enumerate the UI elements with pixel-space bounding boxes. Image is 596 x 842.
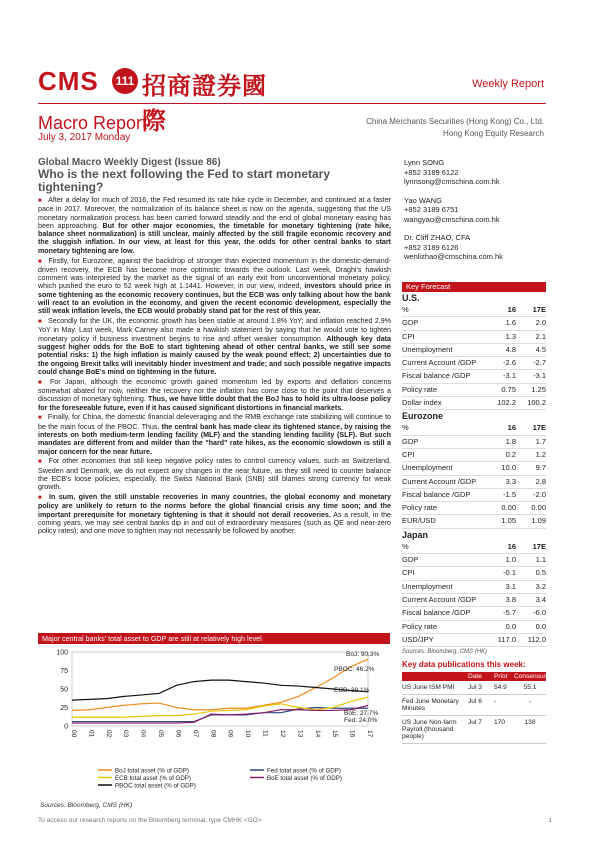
forecast-cell: 2.1: [535, 331, 546, 341]
bullet-icon: ■: [38, 379, 44, 386]
y-tick-label: 25: [60, 705, 68, 712]
forecast-cell: 0.00: [531, 503, 546, 513]
legend-label: Fed total asset (% of GDP): [267, 767, 341, 775]
x-tick-label: 05: [157, 730, 165, 738]
logo-badge: 111: [112, 68, 138, 94]
y-tick-label: 50: [60, 686, 68, 694]
forecast-cell: 0.75: [501, 384, 516, 394]
forecast-header-cell: 16: [507, 305, 516, 314]
forecast-cell: 0.00: [501, 503, 516, 513]
forecast-cell: 2.0: [535, 318, 546, 328]
forecast-cell: -2.6: [503, 358, 516, 368]
key-data-title: Key data publications this week:: [402, 660, 526, 669]
forecast-cell: -6.0: [533, 608, 546, 618]
key-data-cell: -: [528, 698, 532, 705]
forecast-row: [402, 515, 546, 528]
emphasis-text: Although key data suggest higher odds for the BoE to start tightening ahead of other central banks, we still see some potential risks: 1) the high inflation is mainly caused by the weak pound effect; 2) uncertainties due to the ongoing Brexit talks will inevitably hinder investment and trade; and such possible negative impacts could change BoE's mind on tightening in the future.: [38, 334, 391, 376]
series-end-label: PBOC: 46.2%: [334, 666, 375, 673]
key-data-row: [402, 716, 546, 744]
legend-label: ECB total asset (% of GDP): [115, 774, 191, 782]
forecast-cell: 1.25: [531, 384, 546, 394]
series-end-label: BoJ: 90.3%: [346, 651, 380, 658]
y-tick-label: 75: [60, 668, 68, 675]
key-data-cell: 170: [494, 719, 506, 726]
x-tick-label: 08: [209, 730, 217, 738]
forecast-cell: Unemployment: [402, 344, 453, 354]
forecast-cell: 1.2: [535, 449, 546, 459]
forecast-header-row: [402, 304, 546, 317]
forecast-cell: GDP: [402, 318, 419, 328]
forecast-header-cell: 17E: [532, 305, 546, 314]
forecast-cell: 1.0: [505, 555, 516, 565]
analyst-email[interactable]: lynnsong@cmschina.com.hk: [404, 177, 500, 186]
page-number: 1: [548, 817, 552, 824]
legend-label: BoE total asset (% of GDP): [267, 774, 342, 782]
x-tick-label: 12: [278, 730, 286, 738]
forecast-cell: 3.8: [505, 594, 516, 604]
forecast-row: [402, 344, 546, 357]
x-tick-label: 07: [191, 730, 199, 738]
forecast-cell: 4.5: [535, 344, 546, 354]
forecast-cell: 0.5: [535, 568, 546, 578]
series-end-label: ECB: 39.1%: [334, 687, 370, 694]
forecast-cell: EUR/USD: [402, 516, 436, 526]
x-tick-label: 16: [348, 730, 356, 738]
key-data-row: [402, 695, 546, 716]
forecast-cell: 100.2: [527, 398, 546, 408]
forecast-cell: Fiscal balance /GDP: [402, 371, 471, 381]
forecast-cell: 0.2: [505, 449, 516, 459]
bullet-icon: ■: [38, 459, 43, 466]
body-paragraph: [38, 196, 391, 255]
forecast-cell: 102.2: [497, 398, 516, 408]
forecast-cell: Current Account /GDP: [402, 476, 477, 486]
emphasis-text: the central bank has made clear its tightened stance, by raising the interests on both medium-term lending facility (MLF) and the standing lending facility (SLF). But such mandates are different from and milder than the "hard" rate hikes, as the economic slowdown is still a major concern for the near future.: [38, 422, 391, 456]
x-tick-label: 09: [226, 730, 234, 738]
forecast-cell: 10.0: [501, 463, 516, 473]
forecast-cell: -3.1: [533, 371, 546, 381]
forecast-cell: -2.0: [533, 489, 546, 499]
forecast-header-cell: %: [402, 423, 409, 433]
key-forecast-table: [402, 292, 546, 655]
paragraph-text: For other economies that still keep negative policy rates to control currency values, such as Switzerland, Sweden and Denmark, we do not expect any changes in the near future, as they still need to counter balance the ECB's loose policies, especially, the Swiss National Bank (SNB) still blames strong currency for weak growth.: [38, 457, 391, 492]
key-data-cell: Jul 7: [468, 719, 482, 726]
key-data-header-cell: [402, 672, 468, 681]
forecast-cell: 1.05: [501, 516, 516, 526]
forecast-cell: 1.3: [505, 331, 516, 341]
bullet-icon: ■: [38, 258, 43, 265]
forecast-row: [402, 607, 546, 620]
body-paragraph: [38, 317, 391, 376]
x-tick-label: 13: [296, 730, 304, 738]
key-data-cell: Fed June Monetary Minutes: [402, 698, 459, 712]
key-data-header-cell: Prior: [494, 673, 508, 680]
forecast-row: [402, 397, 546, 410]
chart-title: Major central banks' total asset to GDP are still at relatively high level: [38, 633, 390, 644]
analyst-phone: +852 3189 6751: [404, 205, 459, 214]
forecast-cell: GDP: [402, 436, 419, 446]
forecast-cell: 1.6: [505, 318, 516, 328]
forecast-cell: -3.1: [503, 371, 516, 381]
forecast-cell: Fiscal balance /GDP: [402, 608, 471, 618]
forecast-cell: -2.7: [533, 358, 546, 368]
legend-label: BoJ total asset (% of GDP): [115, 767, 189, 775]
header-divider: [38, 103, 546, 104]
forecast-row: [402, 581, 546, 594]
key-data-cell: Jul 6: [468, 698, 482, 705]
forecast-row: [402, 489, 546, 502]
forecast-header-cell: %: [402, 305, 409, 314]
body-paragraph: [38, 457, 391, 491]
key-forecast-title: Key Forecast: [402, 282, 546, 292]
analyst-card: [404, 233, 554, 262]
emphasis-text: But for other major economies, the timetable for monetary tightening (rate hike, balance sheet normalization) is still unclear, mainly affected by the still fragile economic recovery and the sluggish inflation. In our view, at least for this year, the odds for other central banks to start monetary tightening are low.: [38, 221, 391, 255]
forecast-row: [402, 449, 546, 462]
forecast-cell: Policy rate: [402, 384, 438, 394]
paragraph-text: For Japan, although the economic growth gained momentum led by exports and deflation concerns somewhat abated for now, neither the recovery nor the inflation has come close to the point that deserves a discussion of monetary tightening.: [38, 377, 392, 404]
forecast-row: [402, 370, 546, 383]
forecast-cell: Policy rate: [402, 503, 438, 513]
forecast-cell: 3.4: [535, 594, 546, 604]
key-data-header-cell: Consensus: [514, 673, 547, 680]
forecast-cell: Unemployment: [402, 581, 453, 591]
forecast-row: [402, 384, 546, 397]
x-tick-label: 11: [261, 730, 269, 737]
body-paragraph: [38, 493, 391, 535]
forecast-cell: 1.8: [505, 436, 516, 446]
body-paragraph: [38, 378, 391, 412]
forecast-cell: 3.2: [535, 581, 546, 591]
bullet-icon: ■: [38, 198, 43, 204]
key-data-cell: -: [494, 698, 497, 705]
x-tick-label: 00: [70, 730, 77, 738]
report-body: [38, 196, 391, 537]
forecast-cell: 112.0: [527, 634, 546, 644]
forecast-row: [402, 331, 546, 344]
forecast-cell: 1.09: [531, 516, 546, 526]
x-tick-label: 04: [139, 730, 147, 738]
forecast-cell: Fiscal balance /GDP: [402, 489, 471, 499]
forecast-cell: CPI: [402, 568, 415, 578]
bullet-icon: ■: [38, 495, 44, 502]
analyst-list: [404, 158, 554, 271]
forecast-row: [402, 502, 546, 515]
forecast-cell: CPI: [402, 331, 415, 341]
x-tick-label: 17: [366, 730, 373, 738]
x-tick-label: 14: [313, 730, 321, 738]
footer-note: To access our research reports on the Bloomberg terminal, type CMHK <GO>: [38, 817, 262, 824]
forecast-region: U.S.: [402, 293, 420, 303]
emphasis-text: In sum, given the still unstable recoveries in many countries, the global economy and monetary policy are unlikely to return to the norms before the global financial crisis any time soon; and the important prerequisite for monetary tightening is that it should not derail recoveries.: [38, 493, 391, 519]
emphasis-text: Thus, we have little doubt that the BoJ has to hold its ultra-loose policy for the foreseeable future, even if it has caused significant distortions in financial markets.: [38, 395, 391, 412]
report-title: Macro Report: [38, 113, 148, 133]
y-tick-label: 100: [56, 649, 68, 657]
forecast-row: [402, 594, 546, 607]
key-data-cell: Jul 3: [468, 684, 482, 691]
forecast-cell: Current Account /GDP: [402, 358, 477, 368]
forecast-cell: -5.7: [503, 608, 516, 618]
analyst-email[interactable]: wangyao@cmschina.com.hk: [404, 214, 500, 224]
paragraph-text: Finally, for China, the domestic financial deleveraging and the RMB exchange rate stabilizing will continue to be the main focus of the PBOC. Thus,: [38, 413, 391, 431]
forecast-header-cell: 17E: [532, 423, 546, 433]
forecast-cell: 1.7: [535, 436, 546, 446]
forecast-header-cell: 16: [507, 423, 516, 433]
x-tick-label: 02: [104, 730, 112, 738]
analyst-phone: +852 3189 6122: [404, 167, 459, 177]
company-name: China Merchants Securities (Hong Kong) Co., Ltd.: [366, 117, 544, 126]
forecast-row: [402, 436, 546, 449]
emphasis-text: investors should price in some tightening as the economic recovery continues, but the ECB was only talking about how the bank will react to an evolution in the economy, and given the recent economic development, especially the still weak inflation levels, the ECB would probably stand pat for the rest of this year.: [38, 282, 391, 316]
forecast-source: Sources: Bloomberg, CMS (HK): [402, 649, 488, 656]
x-tick-label: 01: [87, 730, 95, 738]
series-line: [72, 659, 368, 710]
body-paragraph: [38, 413, 391, 455]
analyst-card: [404, 196, 554, 225]
series-end-label: Fed: 24.0%: [344, 717, 378, 724]
forecast-cell: -1.5: [503, 489, 516, 499]
forecast-row: [402, 476, 546, 489]
key-data-table: [402, 672, 546, 744]
x-tick-label: 10: [244, 730, 252, 738]
bullet-icon: ■: [38, 415, 42, 422]
forecast-cell: 0.0: [505, 621, 516, 631]
report-type: Weekly Report: [472, 78, 544, 90]
paragraph-text: After a delay for much of 2016, the Fed resumed its rate hike cycle in December, and continued at a faster pace in 2017. Moreover, the normalization of its balance sheet is now on the agenda, suggesting that the US monetary normalization process has been carried forward steadily and the end of global monetary easing has been approaching.: [38, 196, 392, 230]
digest-headline: Who is the next following the Fed to start monetary tightening?: [38, 167, 331, 194]
forecast-header-row: [402, 422, 546, 435]
forecast-row: [402, 554, 546, 567]
forecast-row: [402, 567, 546, 580]
key-data-header-row: [402, 672, 546, 681]
forecast-cell: 117.0: [497, 634, 516, 644]
x-tick-label: 06: [174, 730, 182, 738]
logo-text: CMS: [38, 66, 99, 96]
analyst-card: [404, 158, 554, 187]
forecast-cell: 2.8: [535, 476, 546, 486]
forecast-cell: 3.1: [505, 581, 516, 591]
series-end-label: BoE: 27.7%: [344, 710, 379, 717]
logo-chinese-name: 招商證券國際: [142, 72, 267, 135]
key-data-row: [402, 681, 546, 695]
legend-label: PBOC total asset (% of GDP): [115, 782, 196, 790]
forecast-row: [402, 634, 546, 647]
paragraph-text: As a result, in the coming years, we may see central banks dip in and out of extraordinary measures (such as QE and near-zero policy rates); and one move to tighten may not necessarily be followed by another.: [38, 510, 391, 536]
body-paragraph: [38, 257, 391, 316]
forecast-cell: 0.0: [535, 621, 546, 631]
x-tick-label: 15: [331, 730, 339, 738]
chart-source: Sources: Bloomberg, CMS (HK): [40, 802, 133, 809]
key-data-cell: 55.1: [523, 684, 537, 691]
company-department: Hong Kong Equity Research: [443, 129, 544, 138]
forecast-header-cell: 16: [507, 541, 516, 551]
analyst-name: Dr. Cliff ZHAO, CFA: [404, 233, 471, 242]
digest-subtitle: Global Macro Weekly Digest (Issue 86): [38, 157, 221, 168]
forecast-header-cell: 17E: [532, 541, 546, 551]
forecast-cell: USD/JPY: [402, 634, 434, 644]
forecast-cell: Current Account /GDP: [402, 594, 477, 604]
x-tick-label: 03: [122, 730, 130, 738]
key-data-cell: 138: [524, 719, 536, 726]
analyst-email[interactable]: wenlizhao@cmschina.com.hk: [404, 252, 503, 261]
forecast-cell: 1.1: [535, 555, 546, 565]
forecast-region: Japan: [402, 529, 429, 540]
forecast-row: [402, 621, 546, 634]
forecast-cell: -0.1: [503, 568, 516, 578]
key-data-cell: 54.9: [494, 684, 507, 691]
forecast-row: [402, 317, 546, 330]
forecast-region: Eurozone: [402, 411, 444, 422]
paragraph-text: Secondly for the UK, the economic growth has been stable at around 1.8% YoY; and inflation reached 2.9% YoY in May. Last week, Mark Carney also made a hawkish statement by saying that he would vote to tighten monetary policy if business investment begins to rise and offset weaker consumption.: [38, 317, 391, 343]
analyst-phone: +852 3189 6126: [404, 242, 459, 252]
forecast-row: [402, 357, 546, 370]
forecast-cell: 9.7: [535, 463, 546, 473]
forecast-row: [402, 462, 546, 475]
analyst-name: Yao WANG: [404, 195, 442, 205]
key-data-cell: US June Non-farm Payroll (thousand people): [402, 719, 457, 740]
bullet-icon: ■: [38, 319, 42, 326]
forecast-header-row: [402, 541, 546, 554]
central-bank-asset-chart: [38, 646, 390, 810]
forecast-cell: Unemployment: [402, 463, 453, 473]
report-date: July 3, 2017 Monday: [38, 132, 131, 143]
forecast-cell: Dollar index: [402, 398, 442, 408]
paragraph-text: Firstly, for Eurozone, against the backdrop of stronger than expected momentum in the domestic-demand-driven recovery, the ECB has become more optimistic towards the outlook. Last week, Draghi's hawkish comment was interpreted by the market as the signal of an early exit from unconventional monetary policy, which pushed the euro to 52 week high at 1.1441. However, in our view, indeed,: [38, 256, 391, 291]
analyst-name: Lynn SONG: [404, 158, 445, 167]
key-data-cell: US June ISM PMI: [402, 684, 455, 691]
forecast-header-cell: %: [402, 541, 409, 551]
forecast-cell: Policy rate: [402, 621, 438, 631]
forecast-cell: CPI: [402, 449, 415, 459]
forecast-cell: GDP: [402, 555, 419, 565]
y-tick-label: 0: [64, 723, 68, 731]
forecast-cell: 4.8: [505, 344, 516, 354]
company-info: [366, 116, 544, 140]
key-data-header-cell: Date: [468, 673, 482, 680]
forecast-cell: 3.3: [505, 476, 516, 486]
